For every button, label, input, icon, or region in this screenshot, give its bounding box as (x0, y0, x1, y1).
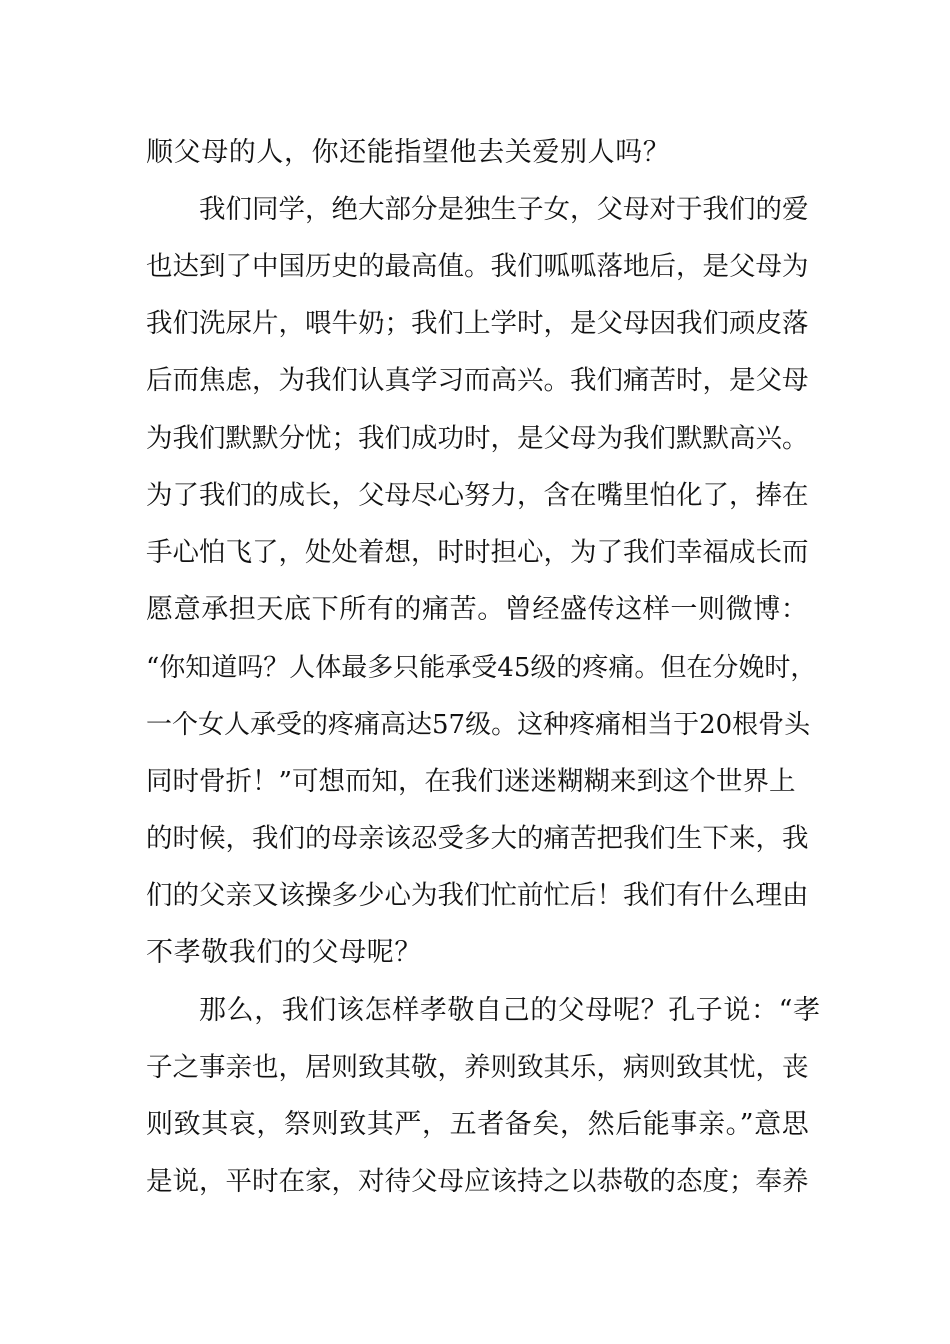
text-line: 子之事亲也，居则致其敬，养则致其乐，病则致其忧，丧 (146, 1052, 809, 1083)
text-line: 后而焦虑，为我们认真学习而高兴。我们痛苦时，是父母 (146, 365, 809, 396)
text-line: 我们同学，绝大部分是独生子女，父母对于我们的爱 (199, 194, 809, 225)
text-line: “你知道吗？人体最多只能承受45级的疼痛。但在分娩时， (146, 653, 817, 683)
text-line: 手心怕飞了，处处着想，时时担心，为了我们幸福成长而 (146, 537, 809, 568)
text-line: 愿意承担天底下所有的痛苦。曾经盛传这样一则微博： (146, 594, 809, 625)
text-line: 的时候，我们的母亲该忍受多大的痛苦把我们生下来，我 (146, 823, 809, 854)
text-line: 为了我们的成长，父母尽心努力，含在嘴里怕化了，捧在 (146, 480, 809, 511)
text-line: 一个女人承受的疼痛高达57级。这种疼痛相当于20根骨头 (146, 710, 811, 740)
text-line: 同时骨折！”可想而知，在我们迷迷糊糊来到这个世界上 (146, 766, 796, 797)
text-line: 顺父母的人，你还能指望他去关爱别人吗？ (146, 137, 671, 168)
text-line: 那么，我们该怎样孝敬自己的父母呢？孔子说：“孝 (199, 995, 821, 1026)
text-line: 不孝敬我们的父母呢？ (146, 937, 422, 968)
text-line: 们的父亲又该操多少心为我们忙前忙后！我们有什么理由 (146, 880, 809, 911)
text-line: 为我们默默分忧；我们成功时，是父母为我们默默高兴。 (146, 423, 809, 454)
text-line: 则致其哀，祭则致其严，五者备矣，然后能事亲。”意思 (146, 1109, 810, 1140)
text-line: 是说，平时在家，对待父母应该持之以恭敬的态度；奉养 (146, 1166, 809, 1197)
text-line: 我们洗尿片，喂牛奶；我们上学时，是父母因我们顽皮落 (146, 308, 809, 339)
text-line: 也达到了中国历史的最高值。我们呱呱落地后，是父母为 (146, 251, 809, 282)
